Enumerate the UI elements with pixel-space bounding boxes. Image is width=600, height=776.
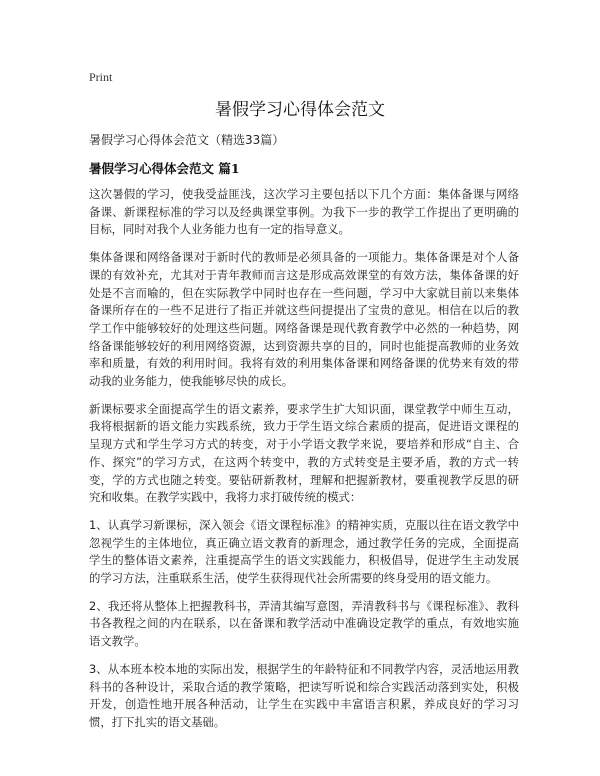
- document-title: 暑假学习心得体会范文: [215, 100, 385, 120]
- article-body: [89, 186, 519, 742]
- paragraph-1: 这次暑假的学习，使我受益匪浅，这次学习主要包括以下几个方面：集体备课与网络备课、新课程标准的学习以及经典课堂事例。为我下一步的教学工作提出了更明确的目标，同时对我个人业务能力也有一定的指导意义。: [89, 187, 519, 237]
- paragraph-6: 3、从本班本校本地的实际出发，根据学生的年龄特征和不同教学内容，灵活地运用教科书的各种设计，采取合适的教学策略，把读写听说和综合实践活动落到实处，积极开发，创造性地开展各种活动，让学生在实践中丰富语言积累，养成良好的学习习惯，打下扎实的语文基础。: [89, 661, 519, 729]
- document-subtitle: 暑假学习心得体会范文（精选33篇）: [89, 133, 285, 147]
- paragraph-2: 集体备课和网络备课对于新时代的教师是必须具备的一项能力。集体备课是对个人备课的有效补充，尤其对于青年教师而言这是形成高效课堂的有效方法，集体备课的好处是不言而喻的，但在实际教学中同时也存在一些问题，学习中大家就目前以来集体备课所存在的一些不足进行了指正并就这些问提提出了宝贵的意见。相信在以后的教学工作中能够较好的处理这些问题。网络备课是现代教育教学中必然的一种趋势，网络备课能够较好的利用网络资源，达到资源共享的目的，同时也能提高教师的业务效率和质量，有效的利用时间。我将有效的利用集体备课和网络备课的优势来有效的带动我的业务能力，使我能够尽快的成长。: [89, 250, 519, 389]
- paragraph-5: 2、我还将从整体上把握教科书，弄清其编写意图，弄清教科书与《课程标准》、教科书各教程之间的内在联系，以在备课和教学活动中准确设定教学的重点，有效地实施语文教学。: [89, 598, 519, 649]
- print-label[interactable]: Print: [89, 70, 113, 84]
- paragraph-3: 新课标要求全面提高学生的语文素养，要求学生扩大知识面，课堂教学中师生互动，我将根据新的语文能力实践系统，致力于学生语文综合素质的提高，促进语文课程的呈现方式和学生学习方式的转变，对于小学语文教学来说，要培养和形成“自主、合作、探究”的学习方式，在这两个转变中，教的方式转变是主要矛盾，教的方式一转变，学的方式也随之转变。要钻研新教材，理解和把握新教材，要重视教学反思的研究和收集。在教学实践中，我将力求打破传统的模式：: [89, 401, 519, 505]
- paragraph-4: 1、认真学习新课标，深入领会《语文课程标准》的精神实质，克服以往在语文教学中忽视学生的主体地位，真正确立语文教育的新理念，通过教学任务的完成，全面提高学生的整体语文素养，注重提高学生的语文实践能力，积极倡导，促进学生主动发展的学习方法，注重联系生活，使学生获得现代社会所需要的终身受用的语文能力。: [89, 517, 519, 586]
- section-heading: 暑假学习心得体会范文 篇1: [89, 161, 240, 176]
